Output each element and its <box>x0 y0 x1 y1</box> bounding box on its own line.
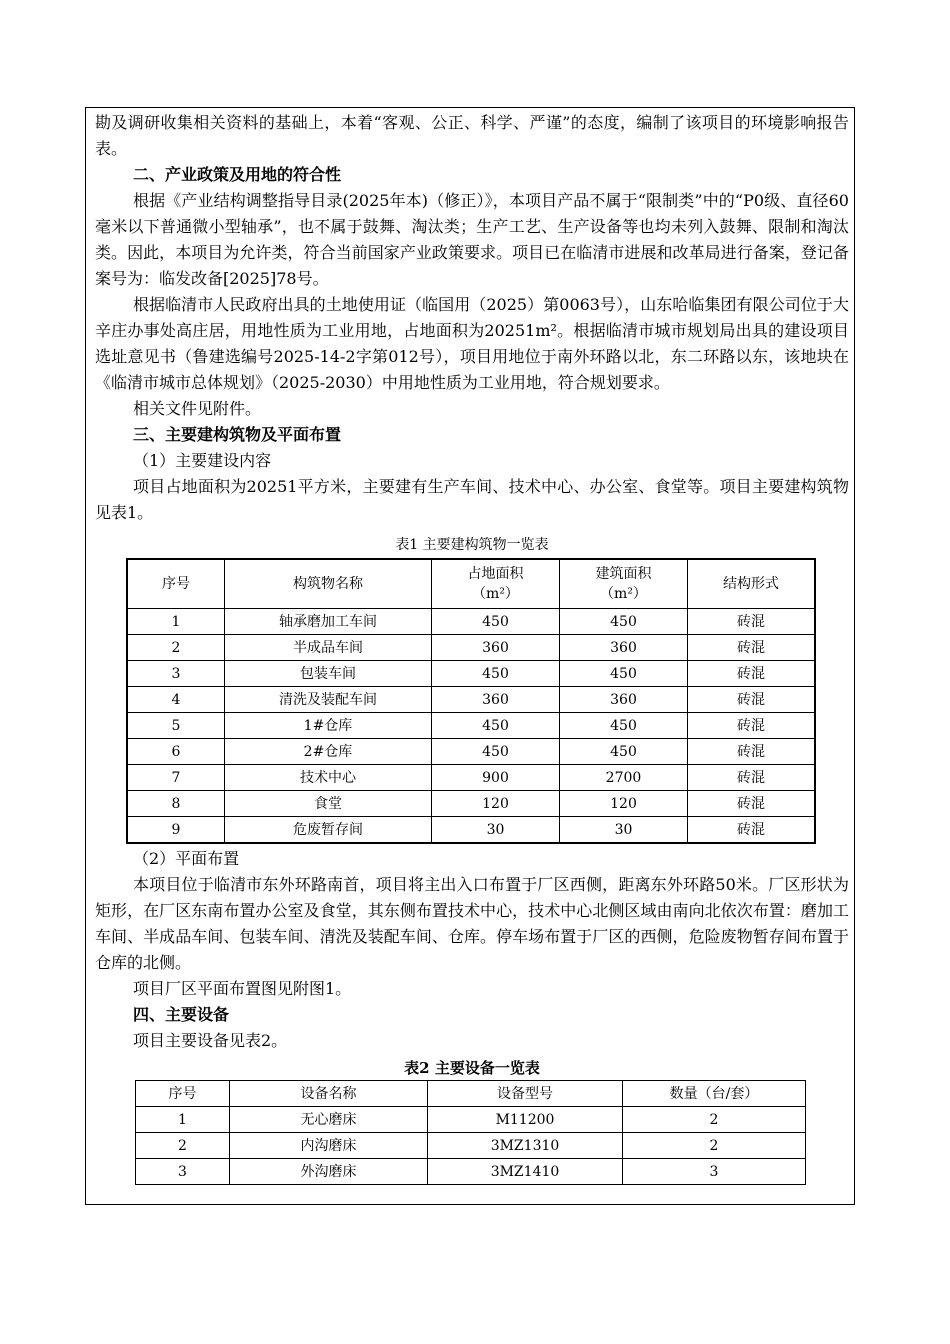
table-row: 2 内沟磨床 3MZ1310 2 <box>136 1133 806 1159</box>
table-header-row <box>136 1081 806 1107</box>
header-index: 序号 <box>127 559 225 609</box>
header-model: 设备型号 <box>428 1081 623 1107</box>
table-row: 6 2#仓库 450 450 砖混 <box>127 739 815 765</box>
table-row: 8 食堂 120 120 砖混 <box>127 791 815 817</box>
header-equipment-name: 设备名称 <box>230 1081 428 1107</box>
table-header-row <box>127 559 815 609</box>
header-index: 序号 <box>136 1081 230 1107</box>
table-row: 1 无心磨床 M11200 2 <box>136 1107 806 1133</box>
buildings-table <box>126 558 816 844</box>
header-land-area: 占地面积 （m²） <box>432 559 560 609</box>
table-row: 2 半成品车间 360 360 砖混 <box>127 635 815 661</box>
table-row: 7 技术中心 900 2700 砖混 <box>127 765 815 791</box>
document-body <box>95 110 849 1185</box>
subheading-site-layout: （2）平面布置 <box>133 849 240 868</box>
equipment-table <box>135 1080 806 1185</box>
paragraph-layout-figure: 项目厂区平面布置图见附图1。 <box>133 979 352 998</box>
table-row: 1 轴承磨加工车间 450 450 砖混 <box>127 609 815 635</box>
header-floor-area: 建筑面积 （m²） <box>560 559 688 609</box>
header-building-name: 构筑物名称 <box>225 559 432 609</box>
table2-caption: 表2 主要设备一览表 <box>404 1059 540 1077</box>
heading-industrial-policy: 二、产业政策及用地的符合性 <box>133 165 342 184</box>
paragraph-attachments: 相关文件见附件。 <box>133 399 262 418</box>
table-row: 4 清洗及装配车间 360 360 砖混 <box>127 687 815 713</box>
table-row: 5 1#仓库 450 450 砖混 <box>127 713 815 739</box>
paragraph-equipment: 项目主要设备见表2。 <box>133 1031 288 1050</box>
header-quantity: 数量（台/套） <box>623 1081 806 1107</box>
heading-main-equipment: 四、主要设备 <box>133 1005 230 1024</box>
paragraph-land-use: 根据临清市人民政府出具的土地使用证（临国用（2025）第0063号），山东哈临集团有限公司位于大辛庄办事处高庄居，用地性质为工业用地，占地面积为20251m²。根据临清市城市规划局出具的建设项目选址意见书（鲁建选编号2025-14-2字第012号），项目用地位于南外环路以北，东二环路以东，该地块在《临清市城市总体规划》（2025-2030）中用地性质为工业用地，符合规划要求。 <box>95 295 849 392</box>
subheading-construction-content: （1）主要建设内容 <box>133 451 272 470</box>
table-row: 3 包装车间 450 450 砖混 <box>127 661 815 687</box>
table-row: 9 危废暂存间 30 30 砖混 <box>127 817 815 844</box>
paragraph-construction-content: 项目占地面积为20251平方米，主要建有生产车间、技术中心、办公室、食堂等。项目主要建构筑物见表1。 <box>95 477 849 522</box>
table-row: 3 外沟磨床 3MZ1410 3 <box>136 1159 806 1185</box>
paragraph-site-layout: 本项目位于临清市东外环路南首，项目将主出入口布置于厂区西侧，距离东外环路50米。厂区形状为矩形，在厂区东南布置办公室及食堂，其东侧布置技术中心，技术中心北侧区域由南向北依次布置：磨加工车间、半成品车间、包装车间、清洗及装配车间、仓库。停车场布置于厂区的西侧，危险废物暂存间布置于仓库的北侧。 <box>95 875 849 972</box>
paragraph-intro-continued: 勘及调研收集相关资料的基础上，本着“客观、公正、科学、严谨”的态度，编制了该项目的环境影响报告表。 <box>95 113 849 158</box>
table1-caption: 表1 主要建构筑物一览表 <box>395 537 549 553</box>
heading-buildings-layout: 三、主要建构筑物及平面布置 <box>133 425 342 444</box>
paragraph-policy: 根据《产业结构调整指导目录(2025年本)（修正）》，本项目产品不属于“限制类”中的“P0级、直径60毫米以下普通微小型轴承”，也不属于鼓舞、淘汰类；生产工艺、生产设备等也均未列入鼓舞、限制和淘汰类。因此，本项目为允许类，符合当前国家产业政策要求。项目已在临清市进展和改革局进行备案，登记备案号为：临发改备[2025]78号。 <box>95 191 849 288</box>
header-structure: 结构形式 <box>688 559 816 609</box>
